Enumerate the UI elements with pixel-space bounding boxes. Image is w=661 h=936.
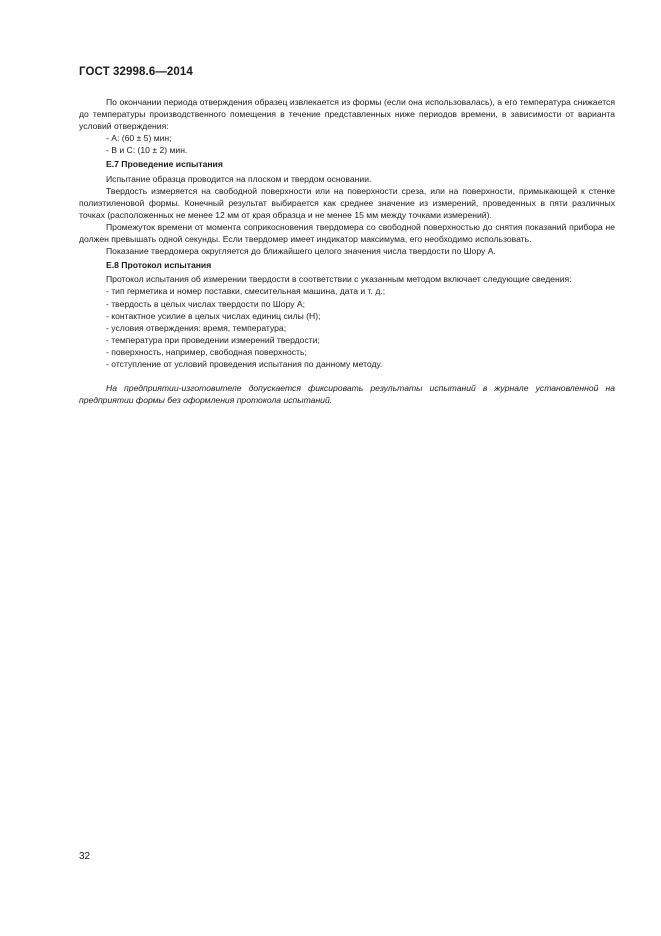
paragraph-cooling: По окончании периода отверждения образец извлекается из формы (если она использовалась), а его температура снижается до температуры производственного помещения в течение представленных ниже периодов времени, в зависимости от варианта условий отверждения: <box>79 97 615 132</box>
paragraph-e7-rounding: Показание твердомера округляется до ближайшего целого значения числа твердости по Шору А. <box>106 246 496 257</box>
list-item-protocol-type: - тип герметика и номер поставки, смесительная машина, дата и т. д.; <box>106 286 386 297</box>
note-italic: На предприятии-изготовителе допускается фиксировать результаты испытаний в журнале установленной на предприятии формы без оформления протокола испытаний. <box>79 383 615 406</box>
list-item-protocol-deviation: - отступление от условий проведения испытания по данному методу. <box>106 358 383 369</box>
list-item-protocol-force: - контактное усилие в целых числах единиц силы (Н); <box>106 310 321 321</box>
list-item-protocol-hardness: - твердость в целых числах твердости по Шору А; <box>106 298 306 309</box>
list-item-cure-a: - А: (60 ± 5) мин; <box>106 133 172 144</box>
list-item-protocol-surface: - поверхность, например, свободная поверхность; <box>106 346 307 357</box>
page-number: 32 <box>79 851 91 862</box>
paragraph-e7-measurement: Твердость измеряется на свободной поверхности или на поверхности среза, или на поверхности, примыкающей к стенке полиэтиленовой формы. Конечный результат выбирается как среднее значение из измерений, проведенных в пяти различных точках (расположенных не менее 12 мм от края образца и не менее 15 мм между точками измерений). <box>79 185 615 220</box>
document-title: ГОСТ 32998.6—2014 <box>79 66 193 78</box>
document-body <box>79 96 615 406</box>
list-item-protocol-temperature: - температура при проведении измерений твердости; <box>106 334 320 345</box>
list-item-cure-bc: - В и С: (10 ± 2) мин. <box>106 145 188 156</box>
list-item-protocol-curing: - условия отверждения: время, температура; <box>106 322 287 333</box>
section-heading-e8: Е.8 Протокол испытания <box>106 260 212 271</box>
paragraph-e8-intro: Протокол испытания об измерении твердости в соответствии с указанным методом включает следующие сведения: <box>106 274 572 285</box>
paragraph-e7-base: Испытание образца проводится на плоском и твердом основании. <box>106 173 372 184</box>
paragraph-e7-timing: Промежуток времени от момента соприкосновения твердомера со свободной поверхностью до снятия показаний прибора не должен превышать одной секунды. Если твердомер имеет индикатор максимума, его необходимо использовать. <box>79 221 615 245</box>
section-heading-e7: Е.7 Проведение испытания <box>106 159 223 170</box>
